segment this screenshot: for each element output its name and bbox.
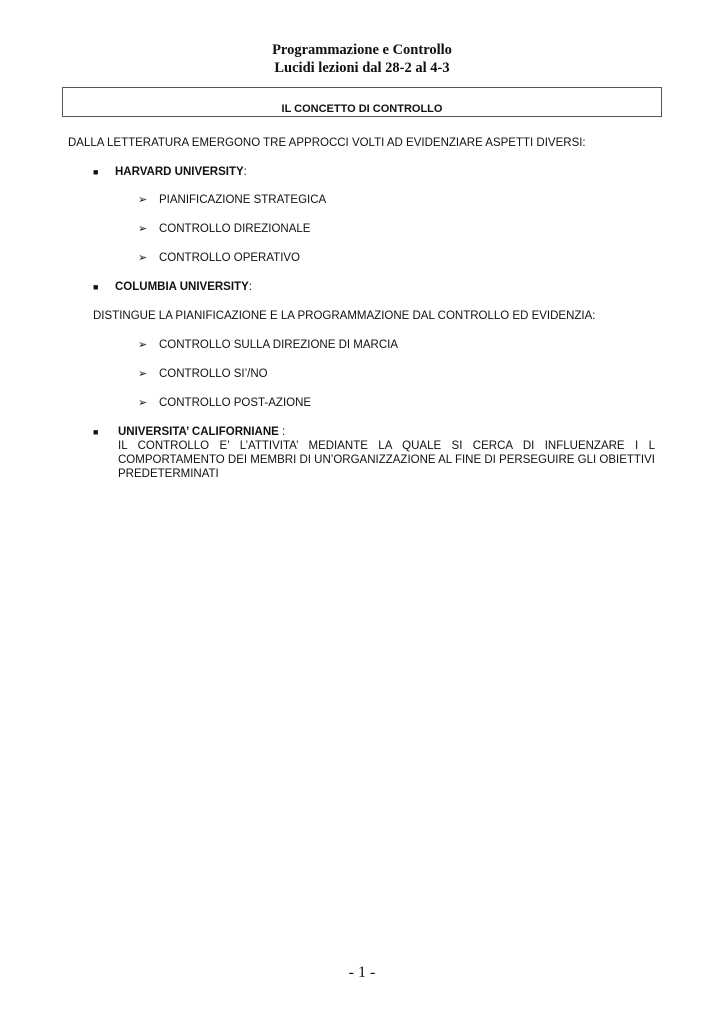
arrow-bullet-icon: ➢ xyxy=(138,223,148,235)
approach-name: COLUMBIA UNIVERSITY xyxy=(115,281,249,293)
approach-harvard xyxy=(115,165,247,179)
arrow-bullet-icon: ➢ xyxy=(138,252,148,264)
intro-text: DALLA LETTERATURA EMERGONO TRE APPROCCI VOLTI AD EVIDENZIARE ASPETTI DIVERSI: xyxy=(68,137,586,149)
list-item: CONTROLLO OPERATIVO xyxy=(159,252,301,264)
page-number: - 1 - xyxy=(348,964,376,981)
approach-suffix: : xyxy=(248,281,252,293)
approach-columbia xyxy=(115,280,252,294)
document-header xyxy=(0,41,724,77)
arrow-bullet-icon: ➢ xyxy=(138,368,148,380)
square-bullet-icon: ■ xyxy=(93,167,99,177)
list-item: CONTROLLO SULLA DIREZIONE DI MARCIA xyxy=(159,339,398,351)
list-item: CONTROLLO SI’/NO xyxy=(159,368,268,380)
approach-note: DISTINGUE LA PIANIFICAZIONE E LA PROGRAMMAZIONE DAL CONTROLLO ED EVIDENZIA: xyxy=(93,310,596,322)
lecture-dates: Lucidi lezioni dal 28-2 al 4-3 xyxy=(274,60,450,76)
list-item: PIANIFICAZIONE STRATEGICA xyxy=(159,194,327,206)
arrow-bullet-icon: ➢ xyxy=(138,397,148,409)
arrow-bullet-icon: ➢ xyxy=(138,339,148,351)
approach-suffix: : xyxy=(278,426,286,438)
square-bullet-icon: ■ xyxy=(93,282,99,292)
square-bullet-icon: ■ xyxy=(93,427,99,437)
approach-californiane xyxy=(118,425,285,439)
list-item: CONTROLLO DIREZIONALE xyxy=(159,223,311,235)
arrow-bullet-icon: ➢ xyxy=(138,194,148,206)
approach-name: UNIVERSITA’ CALIFORNIANE xyxy=(118,426,279,438)
course-title: Programmazione e Controllo xyxy=(272,42,452,58)
list-item: CONTROLLO POST-AZIONE xyxy=(159,397,312,409)
section-title: IL CONCETTO DI CONTROLLO xyxy=(281,103,443,115)
approach-name: HARVARD UNIVERSITY xyxy=(115,166,244,178)
approach-description: IL CONTROLLO E’ L’ATTIVITA’ MEDIANTE LA QUALE SI CERCA DI INFLUENZARE I L COMPORTAMENTO DEI MEMBRI DI UN’ORGANIZZAZIONE AL FINE DI PERSEGUIRE GLI OBIETTIVI PREDETERMINATI xyxy=(118,440,655,480)
approach-suffix: : xyxy=(243,166,247,178)
